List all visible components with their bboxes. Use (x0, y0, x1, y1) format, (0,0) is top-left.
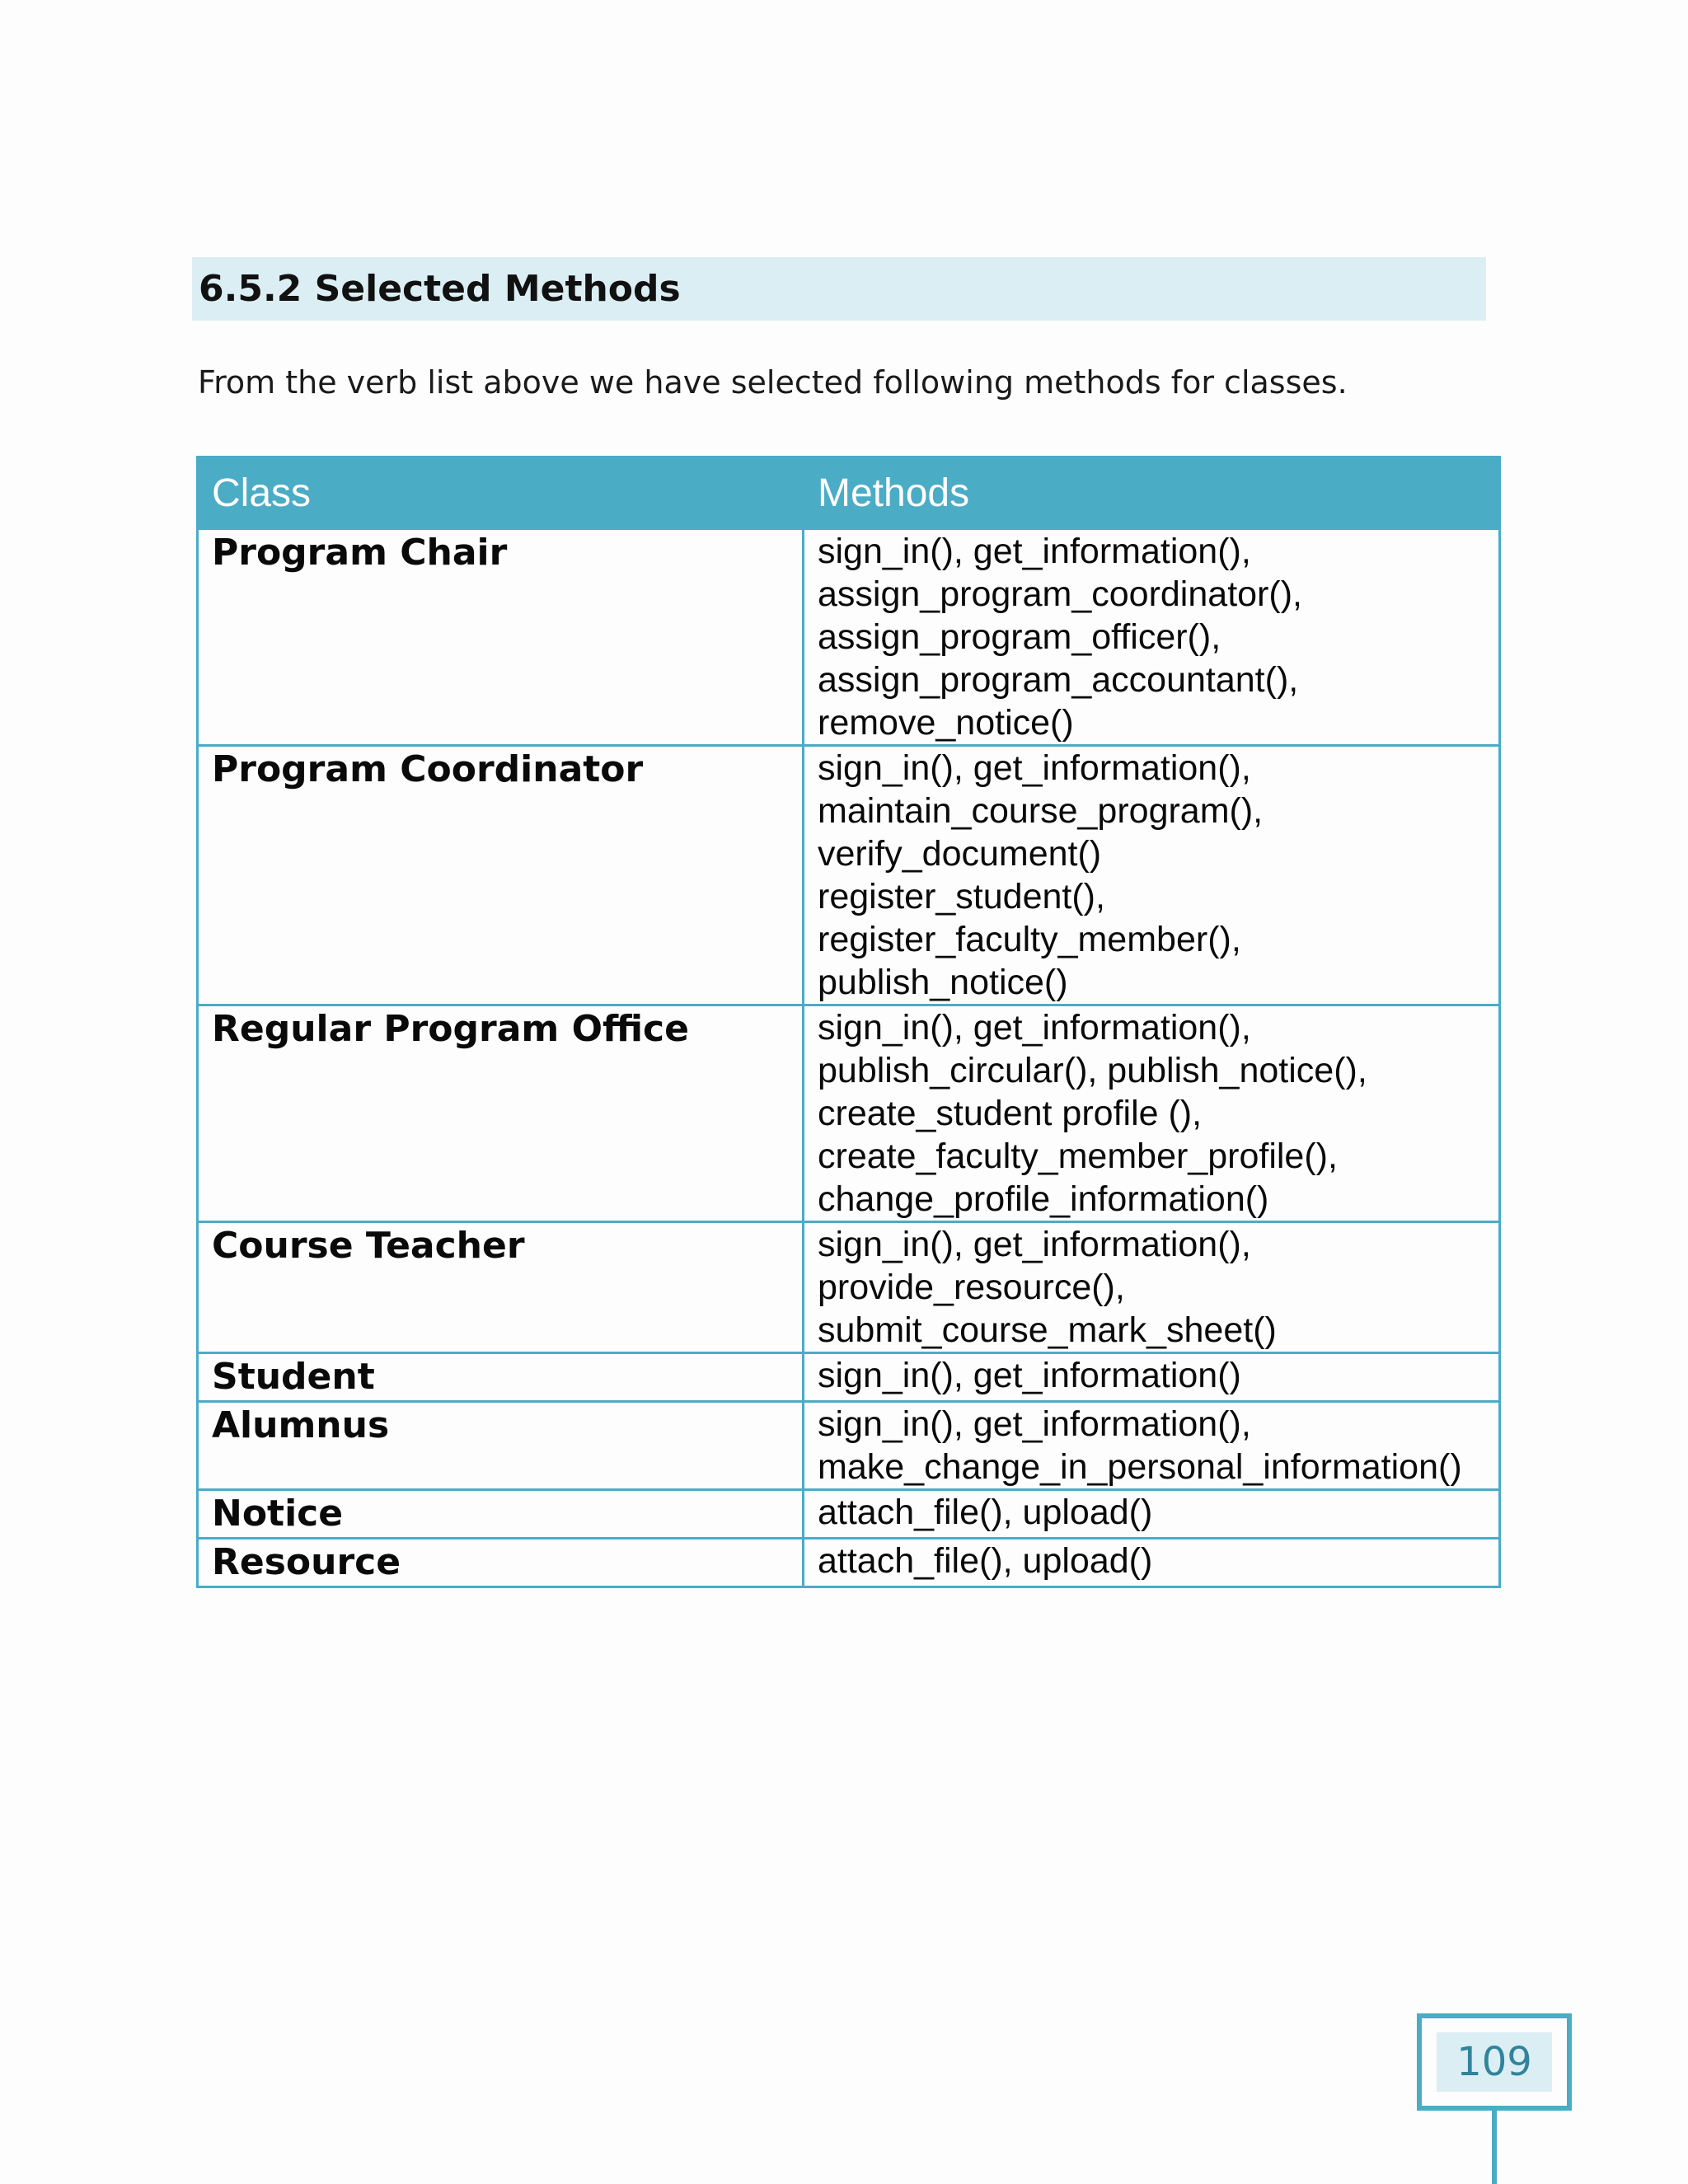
method-line: attach_file(), upload() (818, 1493, 1153, 1532)
class-methods-table (196, 456, 1501, 1588)
methods-cell (804, 1490, 1500, 1539)
table-row (198, 1005, 1500, 1222)
page-number-box (1417, 2013, 1572, 2111)
method-line: create_student profile (), (818, 1094, 1203, 1133)
column-header-class: Class (198, 457, 804, 529)
methods-cell (804, 1005, 1500, 1222)
methods-cell (804, 1402, 1500, 1490)
column-header-methods: Methods (804, 457, 1500, 529)
table-row (198, 1539, 1500, 1587)
methods-cell (804, 1353, 1500, 1402)
method-line: remove_notice() (818, 703, 1074, 743)
method-line: assign_program_accountant(), (818, 660, 1299, 700)
method-line: provide_resource(), (818, 1268, 1125, 1307)
class-name-cell: Program Chair (198, 529, 804, 746)
method-line: assign_program_coordinator(), (818, 574, 1302, 614)
class-name-cell: Resource (198, 1539, 804, 1587)
methods-cell (804, 746, 1500, 1005)
methods-cell (804, 1222, 1500, 1353)
method-line: publish_notice() (818, 963, 1068, 1002)
class-name-cell: Student (198, 1353, 804, 1402)
method-line: sign_in(), get_information(), (818, 532, 1251, 571)
method-line: assign_program_officer(), (818, 617, 1221, 657)
table-row (198, 529, 1500, 746)
table-body (198, 529, 1500, 1587)
methods-cell (804, 1539, 1500, 1587)
page-number: 109 (1437, 2032, 1552, 2092)
section-heading-text: 6.5.2 Selected Methods (199, 268, 681, 310)
method-line: create_faculty_member_profile(), (818, 1137, 1338, 1176)
method-line: maintain_course_program(), (818, 791, 1264, 831)
table-row (198, 1402, 1500, 1490)
table-row (198, 1222, 1500, 1353)
method-line: change_profile_information() (818, 1179, 1269, 1219)
method-line: register_faculty_member(), (818, 920, 1241, 959)
intro-paragraph: From the verb list above we have selected following methods for classes. (198, 364, 1348, 401)
table-header-row (198, 457, 1500, 529)
class-name-cell: Regular Program Office (198, 1005, 804, 1222)
methods-cell (804, 529, 1500, 746)
method-line: make_change_in_personal_information() (818, 1447, 1462, 1487)
method-line: verify_document() (818, 834, 1102, 874)
method-line: submit_course_mark_sheet() (818, 1310, 1277, 1350)
table-row (198, 1353, 1500, 1402)
page-number-stem (1492, 2111, 1497, 2184)
class-name-cell: Alumnus (198, 1402, 804, 1490)
table-row (198, 1490, 1500, 1539)
class-name-cell: Program Coordinator (198, 746, 804, 1005)
method-line: register_student(), (818, 877, 1105, 916)
table-row (198, 746, 1500, 1005)
method-line: publish_circular(), publish_notice(), (818, 1051, 1367, 1090)
method-line: attach_file(), upload() (818, 1541, 1153, 1581)
method-line: sign_in(), get_information() (818, 1356, 1241, 1395)
method-line: sign_in(), get_information(), (818, 748, 1251, 788)
section-heading (192, 257, 1486, 321)
method-line: sign_in(), get_information(), (818, 1225, 1251, 1264)
method-line: sign_in(), get_information(), (818, 1404, 1251, 1444)
class-name-cell: Notice (198, 1490, 804, 1539)
method-line: sign_in(), get_information(), (818, 1008, 1251, 1047)
class-name-cell: Course Teacher (198, 1222, 804, 1353)
